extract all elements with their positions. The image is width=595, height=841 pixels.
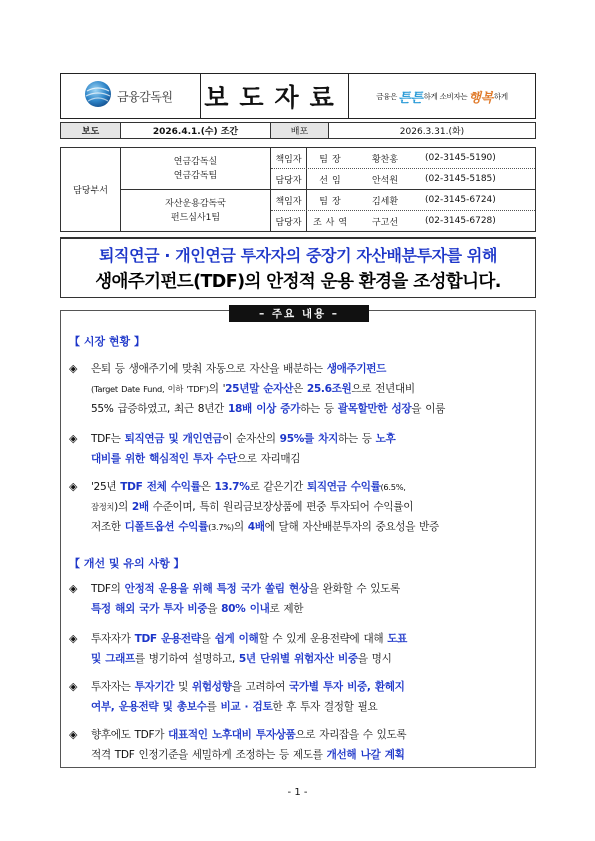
body-text: 를 병기하여 설명하고, [134, 653, 239, 665]
contact-row [271, 190, 535, 211]
section-heading-improvement: 【 개선 및 유의 사항 】 [69, 557, 185, 570]
contact-role: 책임자 [271, 148, 307, 168]
diamond-bullet-icon: ◈ [69, 680, 78, 693]
department-body [121, 148, 535, 231]
emphasis-text: 13.7% [214, 481, 250, 493]
slogan-word-2: 행복 [468, 90, 493, 106]
contact-name: 황찬홍 [371, 154, 399, 165]
body-text: TDF의 [91, 583, 125, 595]
text-line [91, 359, 531, 379]
body-text: 할 수 있게 운용전략에 대해 [258, 633, 388, 645]
slogan-word-1: 튼튼 [398, 90, 423, 106]
emphasis-text: 위험성향 [192, 681, 232, 693]
body-text: 저조한 [91, 521, 125, 533]
emphasis-text: 퇴직연금 및 개인연금 [124, 433, 223, 445]
body-text: 적격 TDF 인정기준을 세밀하게 조정하는 등 제도를 [91, 749, 327, 761]
emphasis-text: 노후 [375, 433, 396, 445]
embargo-label: 보도 [61, 123, 121, 138]
summary-title: – 주요 내용 – [229, 305, 369, 322]
emphasis-text: 2배 [131, 501, 149, 513]
summary-item [69, 629, 531, 669]
body-text: 으로 자리잡을 수 있도록 [295, 729, 407, 741]
text-line [91, 517, 531, 537]
body-text: TDF는 [91, 433, 125, 445]
body-text: 향후에도 TDF가 [91, 729, 169, 741]
body-text: 의 ' [208, 383, 226, 395]
emphasis-text: 도표 [387, 633, 408, 645]
press-release-title-cell [201, 74, 349, 118]
emphasis-text: 4배 [247, 521, 265, 533]
slogan-mid: 하게 소비자는 [423, 91, 468, 101]
emphasis-text: 투자기간 [134, 681, 175, 693]
text-line [91, 579, 531, 599]
department-table [60, 147, 536, 232]
body-text: 을 명시 [357, 653, 392, 665]
logo-name: 금융감독원 [117, 89, 173, 104]
page-title: 보도자료 [204, 83, 345, 112]
contact-position: 팀장 [319, 196, 345, 207]
emphasis-text: 개선해 나갈 계획 [326, 749, 405, 761]
diamond-bullet-icon: ◈ [69, 632, 78, 645]
department-name-line1: 연금감독실 [173, 156, 218, 167]
headline-line1: 퇴직연금 · 개인연금 투자자의 중장기 자산배분투자를 위해 [98, 246, 498, 265]
body-text: 은퇴 등 생애주기에 맞춰 자동으로 자산을 배분하는 [91, 363, 327, 375]
emphasis-text: 퇴직연금 수익률 [306, 481, 381, 493]
contact-role: 책임자 [271, 190, 307, 210]
body-text: 수준이며, 특히 원리금보장상품에 편중 투자되어 수익률이 [148, 501, 414, 513]
diamond-bullet-icon: ◈ [69, 480, 78, 493]
emphasis-text: 쉽게 이해 [214, 633, 259, 645]
emphasis-text: TDF 전체 수익률 [120, 481, 201, 493]
contact-name: 김세환 [371, 196, 399, 207]
emphasis-text: 특정 해외 국가 투자 비중 [91, 603, 208, 615]
emphasis-text: 괄목할만한 성장 [337, 403, 412, 415]
emphasis-text: 디폴트옵션 수익률 [124, 521, 209, 533]
contact-phone: (02-3145-5190) [425, 153, 496, 163]
body-text: 을 완화할 수 있도록 [308, 583, 400, 595]
emphasis-text: 생애주기펀드 [326, 363, 386, 375]
body-text: 이 순자산의 [222, 433, 280, 445]
department-name-line2: 연금감독팀 [173, 170, 218, 181]
body-text: 의 [233, 521, 248, 533]
release-label: 배포 [271, 123, 329, 138]
emphasis-text: 안정적 운용을 위해 특정 국가 쏠림 현상 [124, 583, 309, 595]
summary-item [69, 429, 531, 469]
summary-box [60, 310, 536, 768]
department-name-line2: 펀드심사1팀 [170, 212, 221, 223]
summary-item-text [91, 477, 531, 537]
summary-item-text [91, 629, 531, 669]
text-line [91, 399, 531, 419]
summary-item-text [91, 359, 531, 419]
body-text: 및 [174, 681, 193, 693]
contact-phone: (02-3145-6724) [425, 195, 496, 205]
text-line [91, 599, 531, 619]
body-text: 하는 등 [300, 403, 338, 415]
contact-rows [271, 190, 535, 231]
contact-position: 팀장 [319, 154, 345, 165]
emphasis-text: 95%를 차지 [279, 433, 338, 445]
release-value: 2026.3.31.(화) [399, 127, 465, 137]
department-group [121, 190, 535, 231]
summary-item [69, 359, 531, 419]
text-line [91, 725, 531, 745]
emphasis-text: 80% 이내 [221, 603, 270, 615]
contact-phone: (02-3145-6728) [425, 216, 496, 226]
body-text: 을 이룸 [411, 403, 445, 415]
department-name-line1: 자산운용감독국 [165, 198, 226, 209]
emphasis-text: 및 그래프 [91, 653, 135, 665]
body-text: 한 후 투자 결정할 필요 [272, 701, 378, 713]
summary-item [69, 677, 531, 717]
summary-item-text [91, 429, 531, 469]
summary-item-text [91, 677, 531, 717]
contact-role: 담당자 [271, 169, 307, 189]
emphasis-text: 대표적인 노후대비 투자상품 [168, 729, 296, 741]
embargo-value: 2026.4.1.(수) 조간 [121, 123, 271, 138]
department-name [121, 190, 271, 231]
contact-name: 안석원 [371, 175, 399, 186]
body-text: 로 제한 [269, 603, 304, 615]
body-text: 을 [207, 603, 222, 615]
body-text: 으로 자리매김 [236, 453, 301, 465]
body-text: 을 [200, 633, 215, 645]
contact-role: 담당자 [271, 211, 307, 231]
fss-logo [61, 74, 201, 118]
text-line [91, 379, 531, 399]
body-text: 은 [292, 383, 307, 395]
body-text: (3.7%) [208, 522, 234, 532]
text-line [91, 429, 531, 449]
text-line [91, 649, 531, 669]
summary-item [69, 725, 531, 765]
press-release-header [60, 73, 536, 119]
diamond-bullet-icon: ◈ [69, 728, 78, 741]
body-text: 로 같은기간 [249, 481, 307, 493]
body-text: 를 [206, 701, 221, 713]
body-text: (Target Date Fund, 이하 'TDF') [91, 384, 209, 394]
summary-item-text [91, 579, 531, 619]
emphasis-text: TDF 운용전략 [134, 633, 201, 645]
headline-box [60, 237, 536, 298]
contact-name: 구고선 [371, 217, 399, 228]
emphasis-text: 대비를 위한 핵심적인 투자 수단 [91, 453, 237, 465]
department-group [121, 148, 535, 190]
text-line [91, 745, 531, 765]
emphasis-text: 18배 이상 증가 [227, 403, 301, 415]
text-line [91, 497, 531, 517]
contact-row [271, 148, 535, 169]
text-line [91, 677, 531, 697]
summary-item [69, 477, 531, 537]
summary-item [69, 579, 531, 619]
contact-phone: (02-3145-5185) [425, 174, 496, 184]
date-row [60, 122, 536, 139]
body-text: '25년 [91, 481, 121, 493]
globe-logo-icon [83, 79, 113, 113]
text-line [91, 629, 531, 649]
slogan-post: 하게 [493, 91, 508, 101]
body-text: 55% 급증하였고, 최근 8년간 [91, 403, 228, 415]
body-text: )의 [114, 501, 132, 513]
contact-rows [271, 148, 535, 189]
body-text: 잠정치 [91, 502, 115, 512]
body-text: 투자자가 [91, 633, 135, 645]
slogan [349, 74, 535, 118]
diamond-bullet-icon: ◈ [69, 582, 78, 595]
contact-row [271, 211, 535, 231]
department-label: 담당부서 [61, 148, 121, 231]
text-line [91, 697, 531, 717]
emphasis-text: 25년말 순자산 [225, 383, 293, 395]
body-text: 투자자는 [91, 681, 135, 693]
emphasis-text: 5년 단위별 위험자산 비중 [238, 653, 358, 665]
department-name [121, 148, 271, 189]
section-heading-market: 【 시장 현황 】 [69, 335, 145, 348]
emphasis-text: 여부, 운용전략 및 총보수 [91, 701, 207, 713]
summary-item-text [91, 725, 531, 765]
slogan-pre: 금융은 [376, 91, 398, 101]
diamond-bullet-icon: ◈ [69, 362, 78, 375]
emphasis-text: 25.6조원 [306, 383, 352, 395]
emphasis-text: 비교 · 검토 [220, 701, 273, 713]
body-text: (6.5%, [380, 482, 406, 492]
body-text: 하는 등 [337, 433, 376, 445]
text-line [91, 449, 531, 469]
headline-line2: 생애주기펀드(TDF)의 안정적 운용 환경을 조성합니다. [95, 272, 501, 292]
body-text: 으로 전년대비 [351, 383, 415, 395]
body-text: 은 [200, 481, 215, 493]
emphasis-text: 국가별 투자 비중, 환헤지 [289, 681, 405, 693]
text-line [91, 477, 531, 497]
page-number: - 1 - [287, 787, 308, 798]
contact-position: 선임 [319, 175, 345, 186]
contact-position: 조사역 [312, 217, 352, 228]
contact-row [271, 169, 535, 189]
diamond-bullet-icon: ◈ [69, 432, 78, 445]
body-text: 에 달해 자산배분투자의 중요성을 반증 [264, 521, 439, 533]
body-text: 을 고려하여 [231, 681, 290, 693]
